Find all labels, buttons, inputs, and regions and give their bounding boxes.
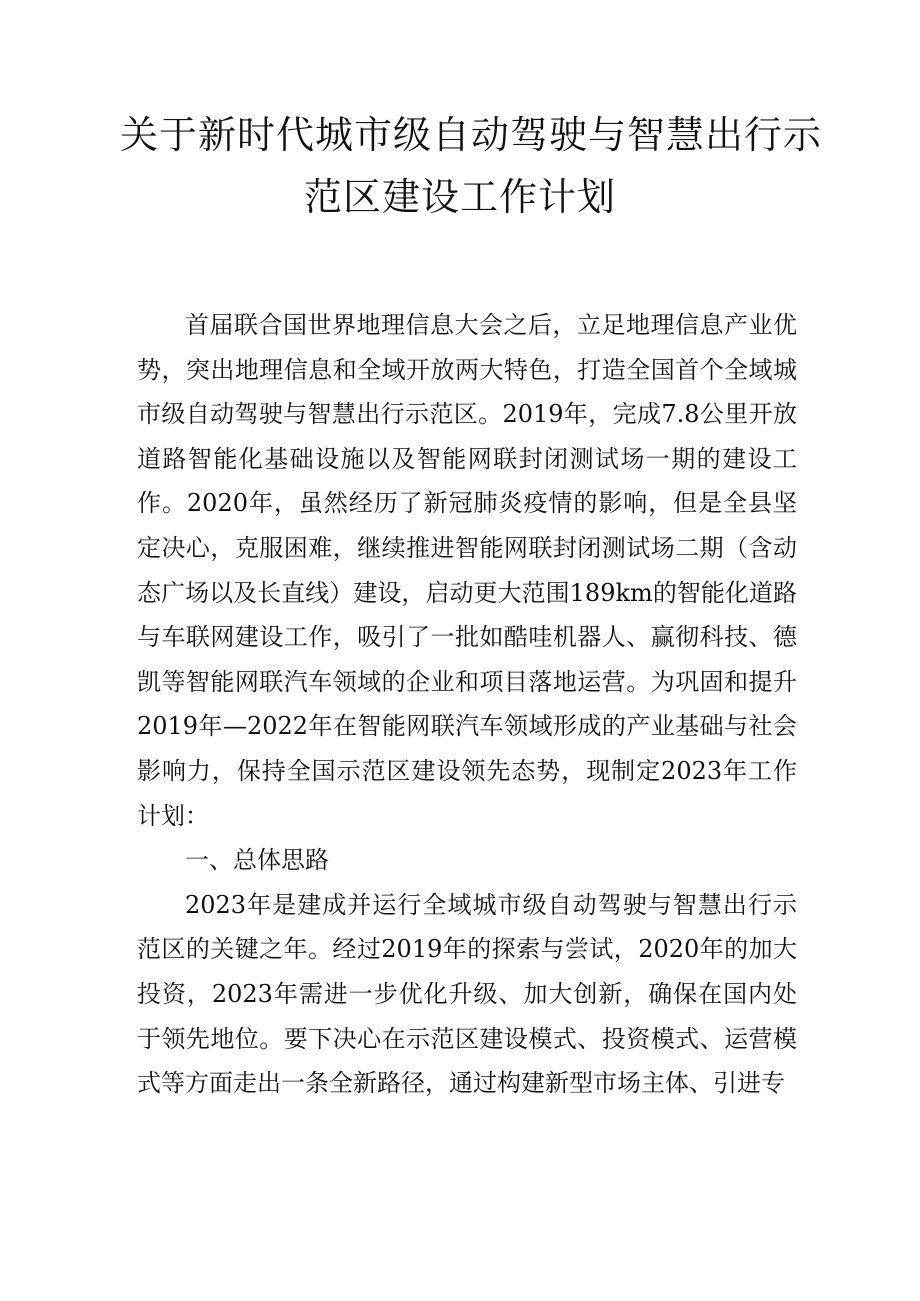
paragraph-intro: 首届联合国世界地理信息大会之后，立足地理信息产业优势，突出地理信息和全域开放两大特色，打造全国首个全域城市级自动驾驶与智慧出行示范区。2019年，完成7.8公里开放道路智能化基础设施以及智能网联封闭测试场一期的建设工作。2020年，虽然经历了新冠肺炎疫情的影响，但是全县坚定决心，克服困难，继续推进智能网联封闭测试场二期（含动态广场以及长直线）建设，启动更大范围189km的智能化道路与车联网建设工作，吸引了一批如酷哇机器人、赢彻科技、德凯等智能网联汽车领域的企业和项目落地运营。为巩固和提升2019年—2022年在智能网联汽车领域形成的产业基础与社会影响力，保持全国示范区建设领先态势，现制定2023年工作计划：	[137, 311, 797, 830]
document-title-line-1: 关于新时代城市级自动驾驶与智慧出行示	[120, 113, 823, 157]
document-title-line-2: 范区建设工作计划	[303, 175, 616, 219]
paragraph-overall-approach: 2023年是建成并运行全域城市级自动驾驶与智慧出行示范区的关键之年。经过2019年的探索与尝试，2020年的加大投资，2023年需进一步优化升级、加大创新，确保在国内处于领先地位。要下决心在示范区建设模式、投资模式、运营模式等方面走出一条全新路径，通过构建新型市场主体、引进专	[137, 890, 797, 1098]
document-body	[137, 303, 797, 1106]
section-heading-overall-approach: 一、总体思路	[185, 846, 329, 875]
